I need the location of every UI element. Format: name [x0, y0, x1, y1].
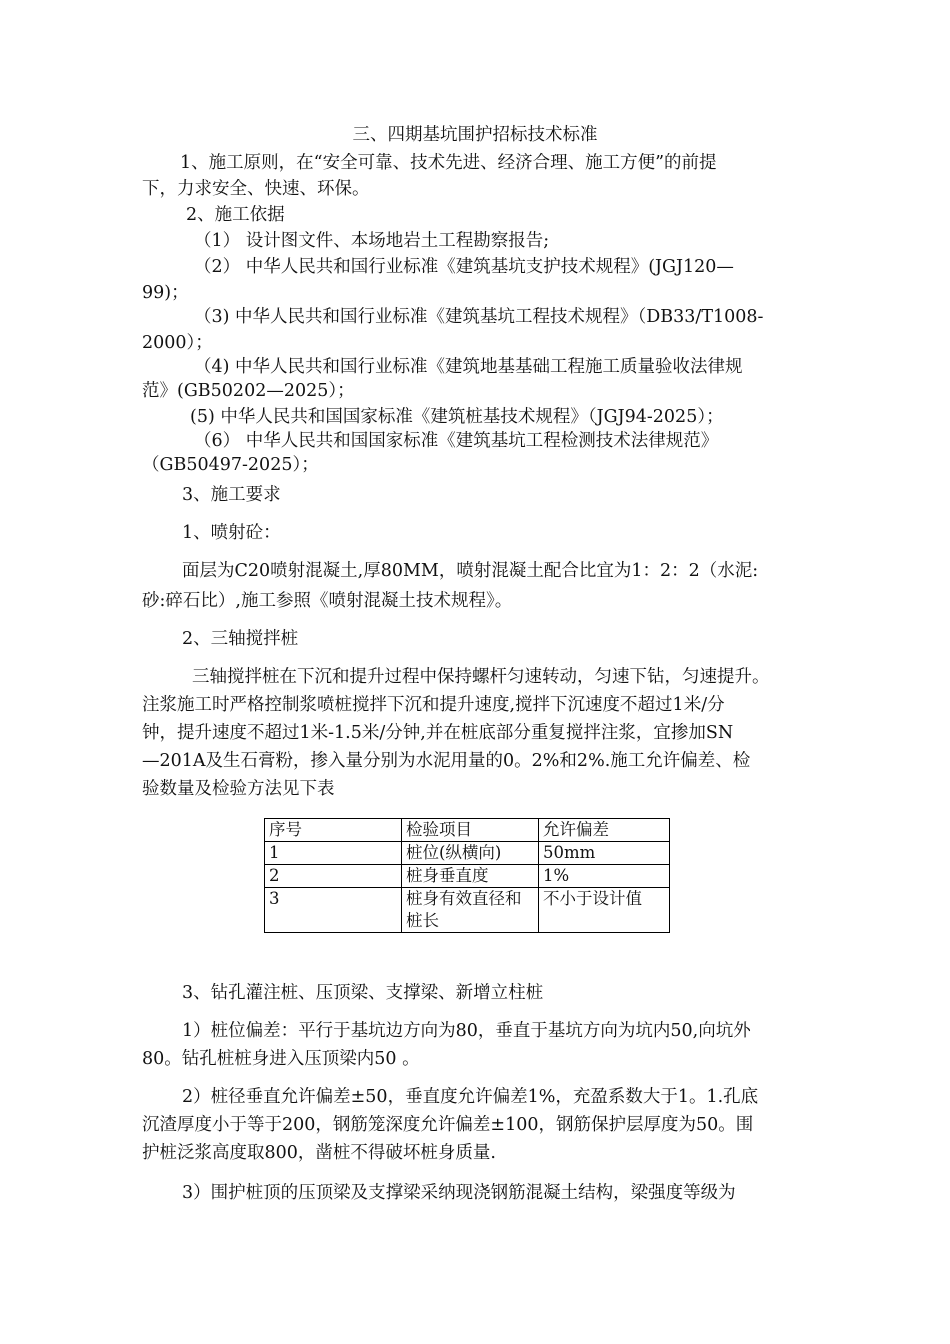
- table-header-row: [265, 819, 670, 842]
- section-heading: 3、钻孔灌注桩、压顶梁、支撑梁、新增立柱桩: [182, 983, 544, 1003]
- paragraph-line: 80。钻孔桩桩身进入压顶梁内50 。: [142, 1049, 420, 1069]
- table-cell: 桩身垂直度: [402, 865, 539, 888]
- paragraph-line: 1）桩位偏差：平行于基坑边方向为80，垂直于基坑方向为坑内50,向坑外: [182, 1021, 751, 1041]
- table-cell: 3: [265, 888, 402, 933]
- paragraph-line: 验数量及检验方法见下表: [142, 779, 335, 799]
- table-cell: 桩位(纵横向): [402, 842, 539, 865]
- subsection-heading: 2、三轴搅拌桩: [182, 629, 299, 649]
- table-header: 序号: [265, 819, 402, 842]
- paragraph-line: 注浆施工时严格控制浆喷桩搅拌下沉和提升速度,搅拌下沉速度不超过1米/分: [142, 695, 725, 715]
- section-heading: 2、施工依据: [186, 205, 285, 225]
- paragraph-line: 1、施工原则，在“安全可靠、技术先进、经济合理、施工方便”的前提: [180, 153, 717, 173]
- subsection-heading: 1、喷射砼：: [182, 523, 281, 543]
- paragraph-line: 钟，提升速度不超过1米-1.5米/分钟,并在桩底部分重复搅拌注浆，宜掺加SN: [142, 723, 734, 743]
- table-row: [265, 865, 670, 888]
- paragraph-line: 沉渣厚度小于等于200，钢筋笼深度允许偏差±100，钢筋保护层厚度为50。围: [142, 1115, 754, 1135]
- paragraph-line: 2000）；: [142, 333, 213, 353]
- tolerance-table: [264, 818, 670, 933]
- paragraph-line: 99)；: [142, 283, 189, 303]
- paragraph-line: （4) 中华人民共和国行业标准《建筑地基基础工程施工质量验收法律规: [194, 357, 743, 377]
- paragraph-line: —201A及生石膏粉，掺入量分别为水泥用量的0。2%和2%.施工允许偏差、检: [142, 751, 751, 771]
- table-cell: 2: [265, 865, 402, 888]
- paragraph-line: 下，力求安全、快速、环保。: [142, 179, 370, 199]
- table-header: 允许偏差: [539, 819, 670, 842]
- document-title: 三、四期基坑围护招标技术标准: [352, 125, 598, 145]
- paragraph-line: 2）桩径垂直允许偏差±50，垂直度允许偏差1%，充盈系数大于1。1.孔底: [182, 1087, 759, 1107]
- table-row: [265, 842, 670, 865]
- table-cell: 不小于设计值: [539, 888, 670, 933]
- paragraph-line: （GB50497-2025）；: [142, 455, 319, 475]
- table-cell: 1: [265, 842, 402, 865]
- paragraph-line: 砂:碎石比）,施工参照《喷射混凝土技术规程》。: [142, 591, 513, 611]
- paragraph-line: （1） 设计图文件、本场地岩土工程勘察报告;: [194, 231, 550, 251]
- paragraph-line: 三轴搅拌桩在下沉和提升过程中保持螺杆匀速转动，匀速下钻，匀速提升。: [192, 667, 770, 687]
- paragraph-line: （3) 中华人民共和国行业标准《建筑基坑工程技术规程》（DB33/T1008-: [194, 307, 764, 327]
- paragraph-line: （6） 中华人民共和国国家标准《建筑基坑工程检测技术法律规范》: [194, 431, 719, 451]
- paragraph-line: 3）围护桩顶的压顶梁及支撑梁采纳现浇钢筋混凝土结构，梁强度等级为: [182, 1183, 736, 1203]
- paragraph-line: 范》(GB50202—2025）；: [142, 381, 355, 401]
- paragraph-line: (5) 中华人民共和国国家标准《建筑桩基技术规程》（JGJ94-2025）；: [190, 407, 724, 427]
- table-row: [265, 888, 670, 933]
- table-header: 检验项目: [402, 819, 539, 842]
- paragraph-line: 护桩泛浆高度取800，凿桩不得破坏桩身质量.: [142, 1143, 496, 1163]
- paragraph-line: 面层为C20喷射混凝土,厚80MM，喷射混凝土配合比宜为1：2：2（水泥:: [182, 561, 759, 581]
- section-heading: 3、施工要求: [182, 485, 281, 505]
- paragraph-line: （2） 中华人民共和国行业标准《建筑基坑支护技术规程》(JGJ120—: [194, 257, 734, 277]
- table-cell: 50mm: [539, 842, 670, 865]
- table-cell: 1%: [539, 865, 670, 888]
- table-cell: 桩身有效直径和桩长: [402, 888, 539, 933]
